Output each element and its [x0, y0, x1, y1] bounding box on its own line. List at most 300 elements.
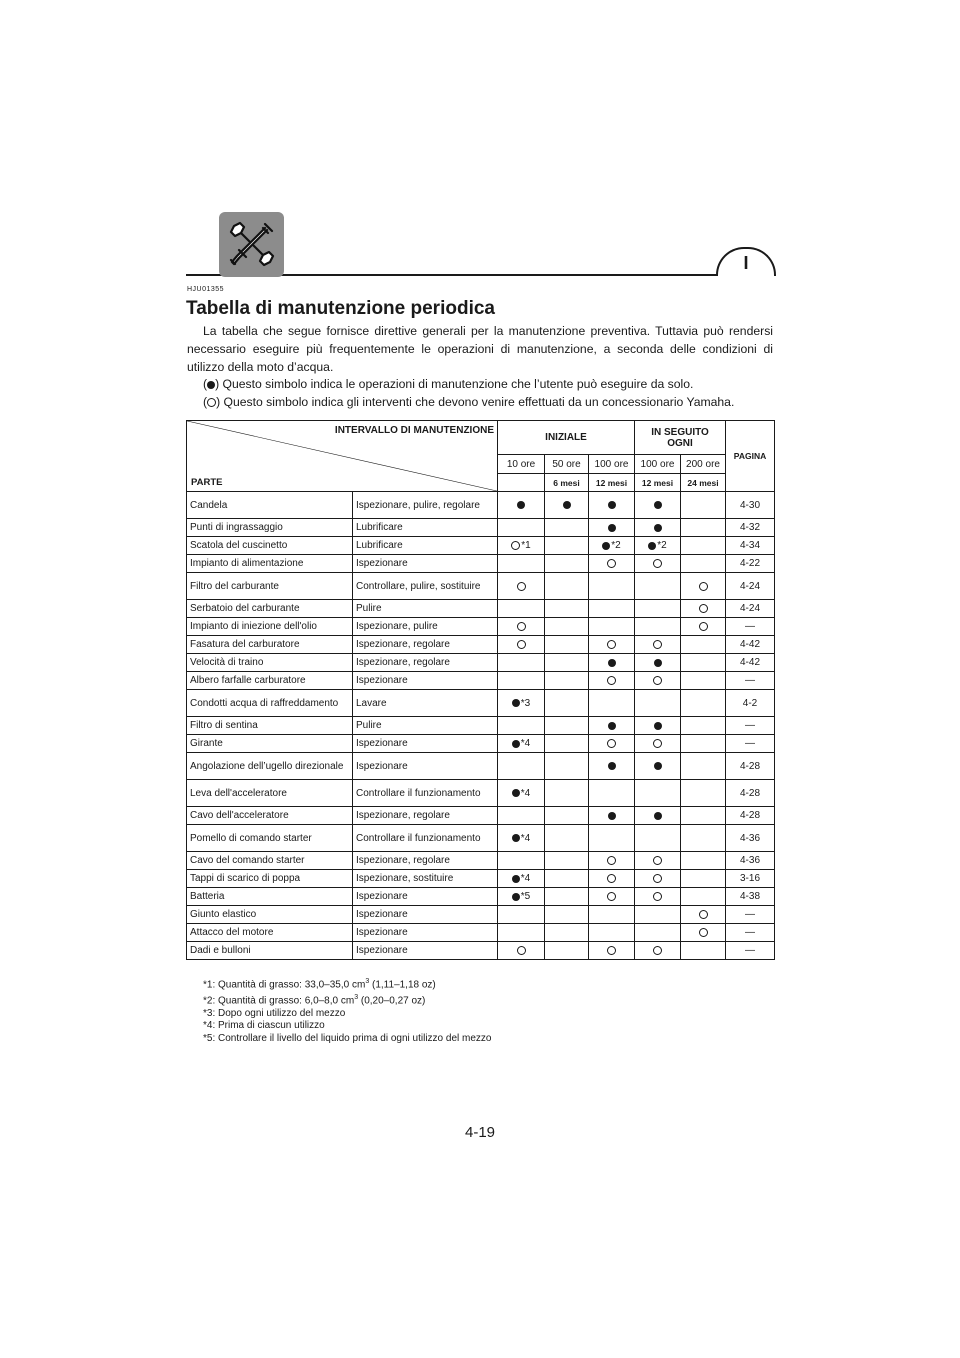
filled-circle-icon	[608, 722, 616, 730]
interval-cell	[498, 870, 545, 888]
interval-cell	[545, 807, 589, 825]
open-circle-icon	[607, 946, 616, 955]
open-circle-icon	[653, 739, 662, 748]
interval-cell	[635, 672, 681, 690]
part-name: Leva dell'acceleratore	[187, 780, 353, 807]
interval-cell	[589, 807, 635, 825]
interval-cell	[635, 492, 681, 519]
part-name: Attacco del motore	[187, 924, 353, 942]
footnote-text: *3: Dopo ogni utilizzo del mezzo	[203, 1007, 346, 1019]
interval-cell	[545, 906, 589, 924]
open-circle-icon	[511, 541, 520, 550]
footnote-ref: *4	[520, 787, 531, 799]
footnote-text: *4: Prima di ciascun utilizzo	[203, 1020, 325, 1032]
table-row	[187, 654, 775, 672]
part-name: Dadi e bulloni	[187, 942, 353, 960]
page-ref: 4-28	[726, 753, 775, 780]
interval-cell	[635, 780, 681, 807]
part-action: Pulire	[353, 717, 498, 735]
interval-cell	[498, 618, 545, 636]
interval-cell	[589, 573, 635, 600]
interval-cell	[545, 636, 589, 654]
interval-cell	[681, 753, 726, 780]
part-action: Ispezionare, pulire	[353, 618, 498, 636]
filled-circle-icon	[654, 524, 662, 532]
interval-cell	[635, 924, 681, 942]
part-action: Ispezionare	[353, 753, 498, 780]
part-name: Pomello di comando starter	[187, 825, 353, 852]
footnote	[203, 976, 491, 992]
footnote-text-suffix: (1,11–1,18 oz)	[369, 979, 436, 991]
filled-circle-icon	[648, 542, 656, 550]
interval-cell	[498, 600, 545, 618]
part-action: Lavare	[353, 690, 498, 717]
filled-circle-icon	[654, 762, 662, 770]
page-ref: 4-22	[726, 555, 775, 573]
open-circle-icon	[607, 856, 616, 865]
table-row	[187, 600, 775, 618]
part-action: Ispezionare, sostituire	[353, 870, 498, 888]
table-row	[187, 924, 775, 942]
interval-cell	[498, 735, 545, 753]
interval-cell	[589, 870, 635, 888]
open-circle-icon	[607, 676, 616, 685]
interval-cell	[589, 924, 635, 942]
table-row	[187, 717, 775, 735]
page-ref: 4-32	[726, 519, 775, 537]
table-row	[187, 807, 775, 825]
interval-cell	[635, 852, 681, 870]
months-12-later: 12 mesi	[635, 474, 681, 492]
footnotes	[203, 976, 491, 1045]
language-badge: I	[716, 247, 776, 276]
interval-cell	[635, 717, 681, 735]
initial-header: INIZIALE	[498, 421, 635, 455]
interval-cell	[635, 870, 681, 888]
part-action: Ispezionare	[353, 555, 498, 573]
hours-100-later: 100 ore	[635, 455, 681, 474]
interval-cell	[498, 492, 545, 519]
part-name: Punti di ingrassaggio	[187, 519, 353, 537]
footnote-ref: *4	[520, 873, 531, 885]
table-row	[187, 906, 775, 924]
interval-cell	[498, 636, 545, 654]
filled-circle-icon	[602, 542, 610, 550]
footnote-ref: *1	[521, 540, 531, 552]
interval-cell	[498, 537, 545, 555]
page-ref: 3-16	[726, 870, 775, 888]
interval-cell	[635, 807, 681, 825]
footnote-ref: *4	[520, 832, 531, 844]
filled-circle-icon	[654, 722, 662, 730]
filled-circle-icon	[517, 501, 525, 509]
open-circle-icon	[653, 640, 662, 649]
part-label: PARTE	[191, 477, 223, 488]
interval-cell	[498, 717, 545, 735]
interval-cell	[498, 519, 545, 537]
part-name: Angolazione dell’ugello direzionale	[187, 753, 353, 780]
page-ref: 4-36	[726, 852, 775, 870]
filled-circle-icon	[654, 659, 662, 667]
part-action: Controllare il funzionamento	[353, 780, 498, 807]
interval-cell	[545, 888, 589, 906]
interval-cell	[635, 753, 681, 780]
interval-cell	[589, 780, 635, 807]
interval-cell	[589, 654, 635, 672]
intro-paragraph: La tabella che segue fornisce direttive generali per la manutenzione preventiva. Tuttavia può rendersi necessario eseguire più frequentemente le operazioni di manutenzione, a seconda delle condizioni di utilizzo della moto d’acqua.	[187, 324, 773, 374]
open-circle-icon	[517, 622, 526, 631]
interval-cell	[498, 780, 545, 807]
months-12-initial: 12 mesi	[589, 474, 635, 492]
open-circle-icon	[607, 640, 616, 649]
filled-circle-icon	[512, 699, 520, 707]
page-ref: —	[726, 906, 775, 924]
part-action: Ispezionare, pulire, regolare	[353, 492, 498, 519]
interval-cell	[681, 942, 726, 960]
part-action: Controllare il funzionamento	[353, 825, 498, 852]
interval-cell	[545, 537, 589, 555]
open-circle-icon	[653, 856, 662, 865]
interval-cell	[498, 654, 545, 672]
open-circle-icon	[607, 874, 616, 883]
table-row	[187, 672, 775, 690]
table-row	[187, 780, 775, 807]
footnote-ref: *2	[611, 540, 621, 552]
page-number: 4-19	[464, 1124, 496, 1141]
interval-cell	[589, 852, 635, 870]
footnote-text-suffix: (0,20–0,27 oz)	[358, 995, 426, 1007]
interval-cell	[681, 519, 726, 537]
part-name: Giunto elastico	[187, 906, 353, 924]
page-ref: —	[726, 735, 775, 753]
open-circle-icon	[653, 676, 662, 685]
hours-100-initial: 100 ore	[589, 455, 635, 474]
interval-cell	[545, 924, 589, 942]
footnote-ref: *5	[520, 891, 531, 903]
footnote-unit-exponent: 3	[354, 993, 359, 1001]
part-action: Ispezionare	[353, 924, 498, 942]
page-ref: —	[726, 942, 775, 960]
interval-cell	[589, 537, 635, 555]
open-circle-icon	[653, 874, 662, 883]
part-name: Velocità di traino	[187, 654, 353, 672]
legend-dealer: ( ) Questo simbolo indica gli interventi che devono venire effettuati da un concessionario Yamaha.	[203, 395, 735, 409]
part-name: Condotti acqua di raffreddamento	[187, 690, 353, 717]
filled-circle-icon	[563, 501, 571, 509]
footnote	[203, 1008, 491, 1021]
interval-cell	[635, 555, 681, 573]
interval-cell	[681, 888, 726, 906]
part-name: Candela	[187, 492, 353, 519]
part-action: Ispezionare, regolare	[353, 636, 498, 654]
interval-cell	[498, 807, 545, 825]
interval-cell	[681, 618, 726, 636]
interval-cell	[545, 780, 589, 807]
footnote	[203, 1033, 491, 1046]
page-ref: —	[726, 618, 775, 636]
footnote-text: *5: Controllare il livello del liquido prima di ogni utilizzo del mezzo	[203, 1032, 492, 1044]
filled-circle-icon	[654, 812, 662, 820]
interval-cell	[681, 537, 726, 555]
part-name: Tappi di scarico di poppa	[187, 870, 353, 888]
open-circle-icon	[207, 398, 216, 407]
page-ref: 4-24	[726, 573, 775, 600]
table-row	[187, 753, 775, 780]
table-row	[187, 735, 775, 753]
part-name: Cavo del comando starter	[187, 852, 353, 870]
interval-cell	[498, 888, 545, 906]
part-action: Controllare, pulire, sostituire	[353, 573, 498, 600]
open-circle-icon	[607, 892, 616, 901]
interval-cell	[545, 852, 589, 870]
filled-circle-icon	[512, 740, 520, 748]
page-ref: —	[726, 924, 775, 942]
interval-cell	[635, 573, 681, 600]
later-header: IN SEGUITO OGNI	[635, 421, 726, 455]
open-circle-icon	[653, 559, 662, 568]
months-6: 6 mesi	[545, 474, 589, 492]
footnote	[203, 992, 491, 1008]
document-code: HJU01355	[187, 286, 225, 293]
interval-cell	[635, 600, 681, 618]
interval-cell	[635, 537, 681, 555]
interval-cell	[545, 519, 589, 537]
table-row	[187, 519, 775, 537]
interval-cell	[635, 618, 681, 636]
part-action: Ispezionare	[353, 735, 498, 753]
table-row	[187, 870, 775, 888]
interval-cell	[635, 654, 681, 672]
interval-cell	[681, 780, 726, 807]
page-ref: 4-36	[726, 825, 775, 852]
legend-owner: ( ) Questo simbolo indica le operazioni di manutenzione che l’utente può eseguire da solo.	[203, 377, 694, 391]
interval-cell	[545, 573, 589, 600]
part-name: Impianto di iniezione dell'olio	[187, 618, 353, 636]
part-name: Filtro del carburante	[187, 573, 353, 600]
page-title: Tabella di manutenzione periodica	[186, 298, 495, 319]
open-circle-icon	[653, 892, 662, 901]
interval-cell	[589, 717, 635, 735]
interval-cell	[589, 555, 635, 573]
interval-cell	[589, 519, 635, 537]
footnote-ref: *4	[520, 738, 531, 750]
interval-cell	[498, 924, 545, 942]
part-action: Lubrificare	[353, 537, 498, 555]
table-row	[187, 555, 775, 573]
interval-cell	[498, 852, 545, 870]
interval-cell	[681, 636, 726, 654]
interval-cell	[681, 690, 726, 717]
open-circle-icon	[607, 739, 616, 748]
interval-cell	[681, 600, 726, 618]
open-circle-icon	[699, 582, 708, 591]
interval-cell	[589, 753, 635, 780]
page-ref: 4-28	[726, 807, 775, 825]
interval-cell	[545, 870, 589, 888]
page-ref: —	[726, 717, 775, 735]
footnote-ref: *2	[657, 540, 667, 552]
filled-circle-icon	[608, 524, 616, 532]
interval-cell	[635, 519, 681, 537]
part-action: Lubrificare	[353, 519, 498, 537]
table-row	[187, 618, 775, 636]
filled-circle-icon	[512, 834, 520, 842]
table-row	[187, 888, 775, 906]
interval-cell	[681, 924, 726, 942]
open-circle-icon	[653, 946, 662, 955]
filled-circle-icon	[608, 812, 616, 820]
part-action: Ispezionare	[353, 906, 498, 924]
interval-cell	[589, 618, 635, 636]
interval-cell	[635, 825, 681, 852]
interval-cell	[545, 735, 589, 753]
interval-cell	[545, 825, 589, 852]
open-circle-icon	[517, 946, 526, 955]
table-row	[187, 690, 775, 717]
footnote-text: *2: Quantità di grasso: 6,0–8,0 cm	[203, 995, 355, 1007]
interval-cell	[545, 492, 589, 519]
wrench-screwdriver-icon	[219, 212, 284, 277]
hours-10: 10 ore	[498, 455, 545, 474]
interval-cell	[681, 555, 726, 573]
interval-cell	[589, 636, 635, 654]
interval-cell	[545, 618, 589, 636]
part-action: Pulire	[353, 600, 498, 618]
legend-dealer-text: ) Questo simbolo indica gli interventi che devono venire effettuati da un concessionario Yamaha.	[216, 395, 735, 409]
hours-200: 200 ore	[681, 455, 726, 474]
interval-cell	[545, 717, 589, 735]
interval-cell	[681, 573, 726, 600]
maintenance-table	[186, 420, 775, 960]
filled-circle-icon	[608, 659, 616, 667]
part-name: Filtro di sentina	[187, 717, 353, 735]
interval-cell	[681, 717, 726, 735]
interval-cell	[589, 888, 635, 906]
interval-cell	[681, 672, 726, 690]
filled-circle-icon	[512, 893, 520, 901]
interval-cell	[681, 825, 726, 852]
filled-circle-icon	[512, 875, 520, 883]
interval-cell	[589, 492, 635, 519]
filled-circle-icon	[512, 789, 520, 797]
interval-cell	[635, 888, 681, 906]
interval-cell	[635, 735, 681, 753]
interval-cell	[681, 654, 726, 672]
legend-owner-text: ) Questo simbolo indica le operazioni di manutenzione che l’utente può eseguire da solo.	[215, 377, 694, 391]
table-row	[187, 942, 775, 960]
page-header: PAGINA	[726, 421, 775, 492]
open-circle-icon	[699, 622, 708, 631]
interval-cell	[681, 870, 726, 888]
open-circle-icon	[517, 640, 526, 649]
part-name: Serbatoio del carburante	[187, 600, 353, 618]
interval-cell	[635, 690, 681, 717]
interval-cell	[498, 672, 545, 690]
filled-circle-icon	[654, 501, 662, 509]
table-row	[187, 825, 775, 852]
interval-cell	[545, 753, 589, 780]
interval-cell	[545, 672, 589, 690]
interval-label: INTERVALLO DI MANUTENZIONE	[334, 425, 494, 436]
open-circle-icon	[699, 604, 708, 613]
part-name: Albero farfalle carburatore	[187, 672, 353, 690]
interval-cell	[589, 942, 635, 960]
filled-circle-icon	[608, 762, 616, 770]
interval-cell	[545, 690, 589, 717]
page-ref: 4-28	[726, 780, 775, 807]
interval-cell	[545, 555, 589, 573]
filled-circle-icon	[608, 501, 616, 509]
interval-cell	[635, 906, 681, 924]
open-circle-icon	[607, 559, 616, 568]
interval-cell	[498, 555, 545, 573]
header-diagonal-cell	[187, 421, 498, 492]
months-24: 24 mesi	[681, 474, 726, 492]
interval-cell	[589, 600, 635, 618]
part-name: Batteria	[187, 888, 353, 906]
part-name: Scatola del cuscinetto	[187, 537, 353, 555]
hours-50: 50 ore	[545, 455, 589, 474]
interval-cell	[498, 825, 545, 852]
part-action: Ispezionare, regolare	[353, 654, 498, 672]
interval-cell	[681, 735, 726, 753]
interval-cell	[681, 492, 726, 519]
page-ref: 4-30	[726, 492, 775, 519]
part-name: Fasatura del carburatore	[187, 636, 353, 654]
page-ref: 4-34	[726, 537, 775, 555]
part-name: Girante	[187, 735, 353, 753]
interval-cell	[589, 735, 635, 753]
page-ref: —	[726, 672, 775, 690]
part-action: Ispezionare, regolare	[353, 852, 498, 870]
interval-cell	[681, 852, 726, 870]
interval-cell	[589, 690, 635, 717]
page-ref: 4-38	[726, 888, 775, 906]
page-ref: 4-2	[726, 690, 775, 717]
interval-cell	[498, 690, 545, 717]
interval-cell	[681, 906, 726, 924]
table-row	[187, 537, 775, 555]
table-row	[187, 492, 775, 519]
footnote	[203, 1020, 491, 1033]
open-circle-icon	[699, 928, 708, 937]
filled-circle-icon	[207, 381, 215, 389]
open-circle-icon	[699, 910, 708, 919]
interval-cell	[498, 906, 545, 924]
interval-cell	[498, 942, 545, 960]
part-action: Ispezionare	[353, 672, 498, 690]
interval-cell	[545, 600, 589, 618]
part-action: Ispezionare, regolare	[353, 807, 498, 825]
table-row	[187, 573, 775, 600]
open-circle-icon	[517, 582, 526, 591]
footnote-text: *1: Quantità di grasso: 33,0–35,0 cm	[203, 979, 366, 991]
page-ref: 4-42	[726, 654, 775, 672]
table-row	[187, 852, 775, 870]
interval-cell	[681, 807, 726, 825]
interval-cell	[635, 636, 681, 654]
footnote-unit-exponent: 3	[365, 978, 370, 985]
part-name: Impianto di alimentazione	[187, 555, 353, 573]
interval-cell	[498, 753, 545, 780]
page-ref: 4-42	[726, 636, 775, 654]
interval-cell	[589, 825, 635, 852]
interval-cell	[545, 654, 589, 672]
interval-cell	[589, 672, 635, 690]
page-ref: 4-24	[726, 600, 775, 618]
table-row	[187, 636, 775, 654]
part-action: Ispezionare	[353, 888, 498, 906]
